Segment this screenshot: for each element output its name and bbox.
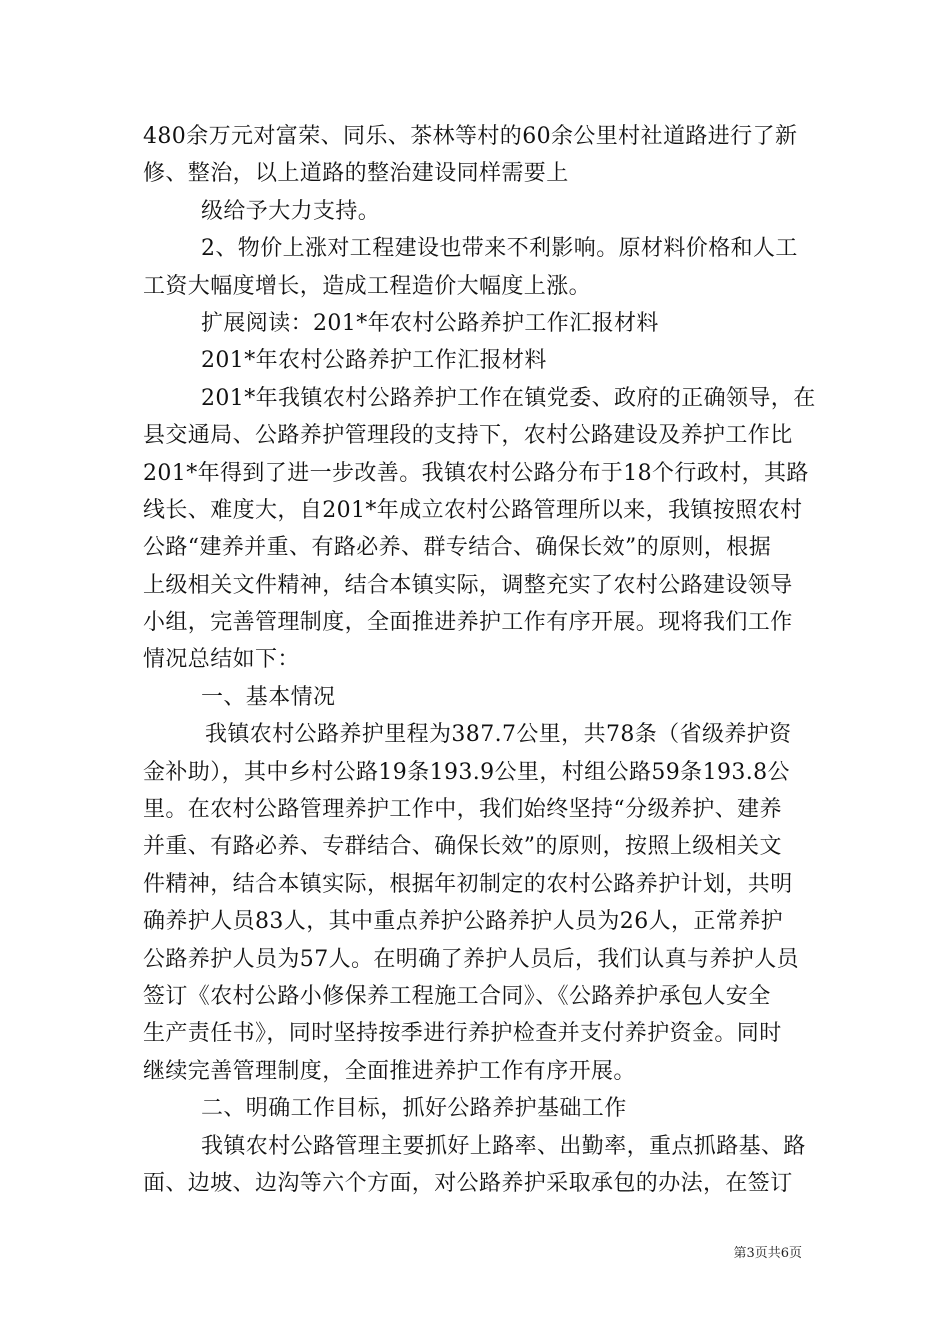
text-line: 件精神，结合本镇实际，根据年初制定的农村公路养护计划，共明 <box>143 871 793 897</box>
text-line: 里。在农村公路管理养护工作中，我们始终坚持“分级养护、建养 <box>143 797 782 823</box>
text-line: 并重、有路必养、专群结合、确保长效”的原则，按照上级相关文 <box>143 834 782 860</box>
text-line: 一、基本情况 <box>201 684 336 710</box>
page-number: 第3页共6页 <box>733 1246 802 1261</box>
text-line: 继续完善管理制度，全面推进养护工作有序开展。 <box>143 1058 636 1084</box>
text-line: 金补助），其中乡村公路19条193.9公里，村组公路59条193.8公 <box>143 759 790 785</box>
text-line: 二、明确工作目标，抓好公路养护基础工作 <box>201 1096 627 1122</box>
text-line: 201*年我镇农村公路养护工作在镇党委、政府的正确领导，在 <box>201 385 816 411</box>
document-body <box>143 118 816 1202</box>
text-line: 情况总结如下： <box>143 647 300 673</box>
text-line: 小组，完善管理制度，全面推进养护工作有序开展。现将我们工作 <box>143 610 793 636</box>
text-line: 扩展阅读：201*年农村公路养护工作汇报材料 <box>201 310 659 336</box>
text-line: 生产责任书》，同时坚持按季进行养护检查并支付养护资金。同时 <box>143 1021 782 1047</box>
text-line: 修、整治，以上道路的整治建设同样需要上 <box>143 161 569 187</box>
text-line: 工资大幅度增长，造成工程造价大幅度上涨。 <box>143 273 592 299</box>
text-line: 公路养护人员为57人。在明确了养护人员后，我们认真与养护人员 <box>143 946 799 972</box>
text-line: 2、物价上涨对工程建设也带来不利影响。原材料价格和人工 <box>201 236 798 262</box>
text-line: 线长、难度大，自201*年成立农村公路管理所以来，我镇按照农村 <box>143 497 803 523</box>
text-line: 公路“建养并重、有路必养、群专结合、确保长效”的原则，根据 <box>143 535 772 561</box>
text-line: 签订《农村公路小修保养工程施工合同》、《公路养护承包人安全 <box>143 983 771 1009</box>
text-line: 480余万元对富荣、同乐、茶林等村的60余公里村社道路进行了新 <box>143 124 798 149</box>
text-line: 面、边坡、边沟等六个方面，对公路养护采取承包的办法，在签订 <box>143 1170 793 1196</box>
text-line: 上级相关文件精神，结合本镇实际，调整充实了农村公路建设领导 <box>143 572 793 598</box>
text-line: 201*年农村公路养护工作汇报材料 <box>201 348 547 374</box>
text-line: 我镇农村公路管理主要抓好上路率、出勤率，重点抓路基、路 <box>201 1133 806 1159</box>
text-line: 县交通局、公路养护管理段的支持下，农村公路建设及养护工作比 <box>143 423 793 449</box>
text-line: 201*年得到了进一步改善。我镇农村公路分布于18个行政村，其路 <box>143 460 809 486</box>
text-line: 我镇农村公路养护里程为387.7公里，共78条（省级养护资 <box>205 722 792 748</box>
text-line: 确养护人员83人，其中重点养护公路养护人员为26人，正常养护 <box>143 909 783 935</box>
text-line: 级给予大力支持。 <box>201 198 381 224</box>
